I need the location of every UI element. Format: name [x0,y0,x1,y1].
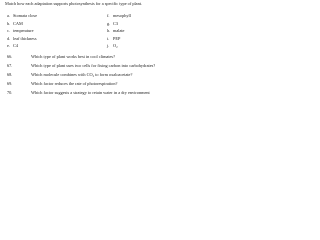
question-70 [7,90,150,95]
option-text: malate [113,28,125,33]
option-key: e. [7,43,10,48]
option-text: leaf thickness [13,35,37,41]
option-key: b. [7,20,11,26]
question-text: Which molecule combines with CO₂ to form oxaloacetate? [31,72,133,77]
question-66 [7,54,115,59]
option-f [107,13,131,18]
option-i [107,36,120,41]
question-text: Which type of plant works best in cool climates? [31,54,116,59]
option-h [107,28,124,33]
option-e [7,43,18,48]
option-key: g. [107,20,111,26]
option-key: d. [7,35,11,41]
option-a [7,13,37,18]
option-key: c. [7,28,10,33]
question-number: 67. [7,63,13,68]
option-text: mesophyll [113,13,131,18]
option-key: i. [107,35,110,41]
option-text: O₂ [113,43,118,48]
option-key: h. [107,28,111,33]
question-text: Which type of plant uses two cells for fixing carbon into carbohydrates? [31,63,156,68]
question-67 [7,63,155,68]
option-text: PEP [113,35,121,41]
option-key: f. [107,13,110,18]
option-g [107,21,118,26]
question-text: Which factor reduces the rate of photorespiration? [31,81,118,86]
question-69 [7,81,117,86]
option-text: temperature [13,28,34,33]
question-number: 70. [7,90,13,95]
option-key: a. [7,13,10,18]
question-68 [7,72,132,77]
worksheet-page [0,0,200,99]
option-key: j. [107,43,110,48]
instructions-text: Match how each adaptation supports photosynthesis for a specific type of plant. [5,1,142,6]
option-b [7,21,23,26]
option-text: CAM [13,20,23,26]
option-text: C4 [13,43,19,48]
option-text: C3 [113,20,119,26]
option-j [107,43,118,48]
question-number: 69. [7,81,13,86]
question-number: 66. [7,54,13,59]
option-d [7,36,37,41]
option-text: Stomata close [13,13,37,18]
question-number: 68. [7,72,13,77]
answer-options [7,13,177,53]
option-c [7,28,34,33]
question-text: Which factor suggests a strategy to retain water in a dry environment [31,90,150,95]
